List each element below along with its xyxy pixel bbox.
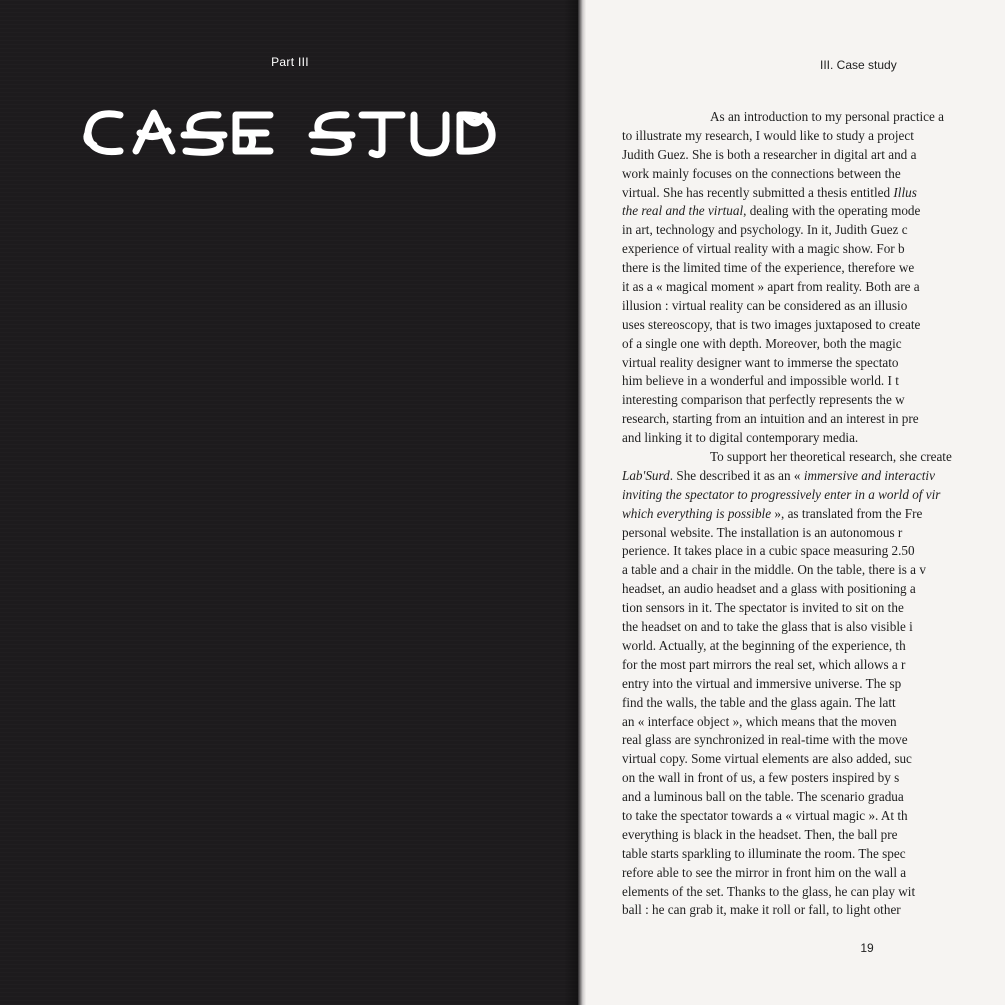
right-page xyxy=(586,0,1005,1005)
text-run: . She described it as an « xyxy=(669,467,804,483)
body-text xyxy=(622,108,1005,920)
text-line xyxy=(622,505,1005,524)
text-run: find the walls, the table and the glass again. The latt xyxy=(622,694,896,710)
text-run: ball : he can grab it, make it roll or fall, to light other xyxy=(622,902,901,918)
running-head: III. Case study xyxy=(820,58,897,72)
text-run: virtual copy. Some virtual elements are also added, suc xyxy=(622,751,912,767)
text-line xyxy=(622,731,1005,750)
italic-text: Illus xyxy=(893,184,917,200)
italic-text: inviting the spectator to progressively enter in a world of vir xyxy=(622,486,941,502)
text-line xyxy=(622,675,1005,694)
text-line xyxy=(622,429,1005,448)
text-run: real glass are synchronized in real-time with the move xyxy=(622,732,908,748)
text-line xyxy=(622,750,1005,769)
italic-text: immersive and interactiv xyxy=(803,467,935,483)
text-run: interesting comparison that perfectly represents the w xyxy=(622,392,905,408)
text-run: of a single one with depth. Moreover, both the magic xyxy=(622,335,902,351)
text-line xyxy=(622,391,1005,410)
text-line xyxy=(622,561,1005,580)
text-run: headset, an audio headset and a glass with positioning a xyxy=(622,581,916,597)
text-run: illusion : virtual reality can be considered as an illusio xyxy=(622,297,908,313)
text-line xyxy=(622,127,1005,146)
text-run: everything is black in the headset. Then, the ball pre xyxy=(622,826,898,842)
part-label: Part III xyxy=(271,55,309,69)
text-run: the headset on and to take the glass that is also visible i xyxy=(622,619,913,635)
text-line xyxy=(622,826,1005,845)
text-line xyxy=(622,845,1005,864)
text-run: tion sensors in it. The spectator is invited to sit on the xyxy=(622,600,904,616)
part-title-lettering xyxy=(80,95,500,175)
text-run: », as translated from the Fre xyxy=(771,505,923,521)
text-line xyxy=(622,240,1005,259)
italic-text: the real and the virtual xyxy=(622,203,744,219)
text-line xyxy=(622,410,1005,429)
text-line xyxy=(622,524,1005,543)
part-title xyxy=(80,95,500,175)
text-run: in art, technology and psychology. In it, Judith Guez c xyxy=(622,222,908,238)
text-run: research, starting from an intuition and an interest in pre xyxy=(622,411,919,427)
page-gutter-shadow xyxy=(564,0,578,1005)
text-line xyxy=(622,486,1005,505)
text-run: As an introduction to my personal practice a xyxy=(710,109,945,124)
text-line xyxy=(622,278,1005,297)
text-run: uses stereoscopy, that is two images juxtaposed to create xyxy=(622,316,921,332)
text-line xyxy=(622,599,1005,618)
text-line xyxy=(622,335,1005,354)
text-line xyxy=(622,807,1005,826)
text-line xyxy=(622,618,1005,637)
text-line xyxy=(622,146,1005,165)
text-run: table starts sparkling to illuminate the room. The spec xyxy=(622,845,906,861)
text-run: world. Actually, at the beginning of the experience, th xyxy=(622,637,906,653)
text-line xyxy=(622,864,1005,883)
text-run: a table and a chair in the middle. On the table, there is a v xyxy=(622,562,926,578)
text-run: to illustrate my research, I would like to study a project xyxy=(622,127,914,143)
text-line xyxy=(622,883,1005,902)
text-run: an « interface object », which means that the moven xyxy=(622,713,897,729)
text-run: to take the spectator towards a « virtual magic ». At th xyxy=(622,807,908,823)
text-line xyxy=(622,316,1005,335)
text-run: work mainly focuses on the connections between the xyxy=(622,165,901,181)
text-line xyxy=(622,184,1005,203)
text-run: virtual reality designer want to immerse the spectato xyxy=(622,354,899,370)
text-run: experience of virtual reality with a magic show. For b xyxy=(622,241,905,257)
text-run: To support her theoretical research, she create xyxy=(710,449,952,465)
text-run: elements of the set. Thanks to the glass, he can play wit xyxy=(622,883,916,899)
text-line xyxy=(622,259,1005,278)
text-run: perience. It takes place in a cubic space measuring 2.50 xyxy=(622,543,915,559)
text-run: refore able to see the mirror in front him on the wall a xyxy=(622,864,907,880)
text-line xyxy=(622,202,1005,221)
text-line xyxy=(622,713,1005,732)
text-line xyxy=(622,221,1005,240)
text-run: it as a « magical moment » apart from reality. Both are a xyxy=(622,279,920,295)
text-run: there is the limited time of the experience, therefore we xyxy=(622,260,915,276)
text-line xyxy=(622,637,1005,656)
text-line xyxy=(622,354,1005,373)
text-line xyxy=(622,580,1005,599)
text-run: virtual. She has recently submitted a thesis entitled xyxy=(622,184,894,200)
text-line xyxy=(622,769,1005,788)
text-line xyxy=(622,542,1005,561)
text-run: him believe in a wonderful and impossible world. I t xyxy=(622,373,899,389)
text-line xyxy=(622,448,1005,467)
text-line xyxy=(622,372,1005,391)
text-run: personal website. The installation is an autonomous r xyxy=(622,524,903,540)
italic-text: Lab'Surd xyxy=(622,467,670,483)
text-run: and a luminous ball on the table. The scenario gradua xyxy=(622,789,904,805)
text-run: Judith Guez. She is both a researcher in digital art and a xyxy=(622,146,917,162)
text-line xyxy=(622,467,1005,486)
text-line xyxy=(622,297,1005,316)
page-number: 19 xyxy=(860,941,874,955)
text-line xyxy=(622,694,1005,713)
text-run: and linking it to digital contemporary media. xyxy=(622,430,859,446)
book-spine xyxy=(578,0,586,1005)
text-line xyxy=(622,165,1005,184)
text-line xyxy=(622,108,1005,127)
text-run: entry into the virtual and immersive universe. The sp xyxy=(622,675,902,691)
text-line xyxy=(622,656,1005,675)
text-run: on the wall in front of us, a few posters inspired by s xyxy=(622,770,900,786)
italic-text: which everything is possible xyxy=(622,505,772,521)
text-line xyxy=(622,788,1005,807)
text-run: , dealing with the operating mode xyxy=(743,203,921,219)
text-line xyxy=(622,901,1005,920)
text-run: for the most part mirrors the real set, which allows a r xyxy=(622,656,906,672)
